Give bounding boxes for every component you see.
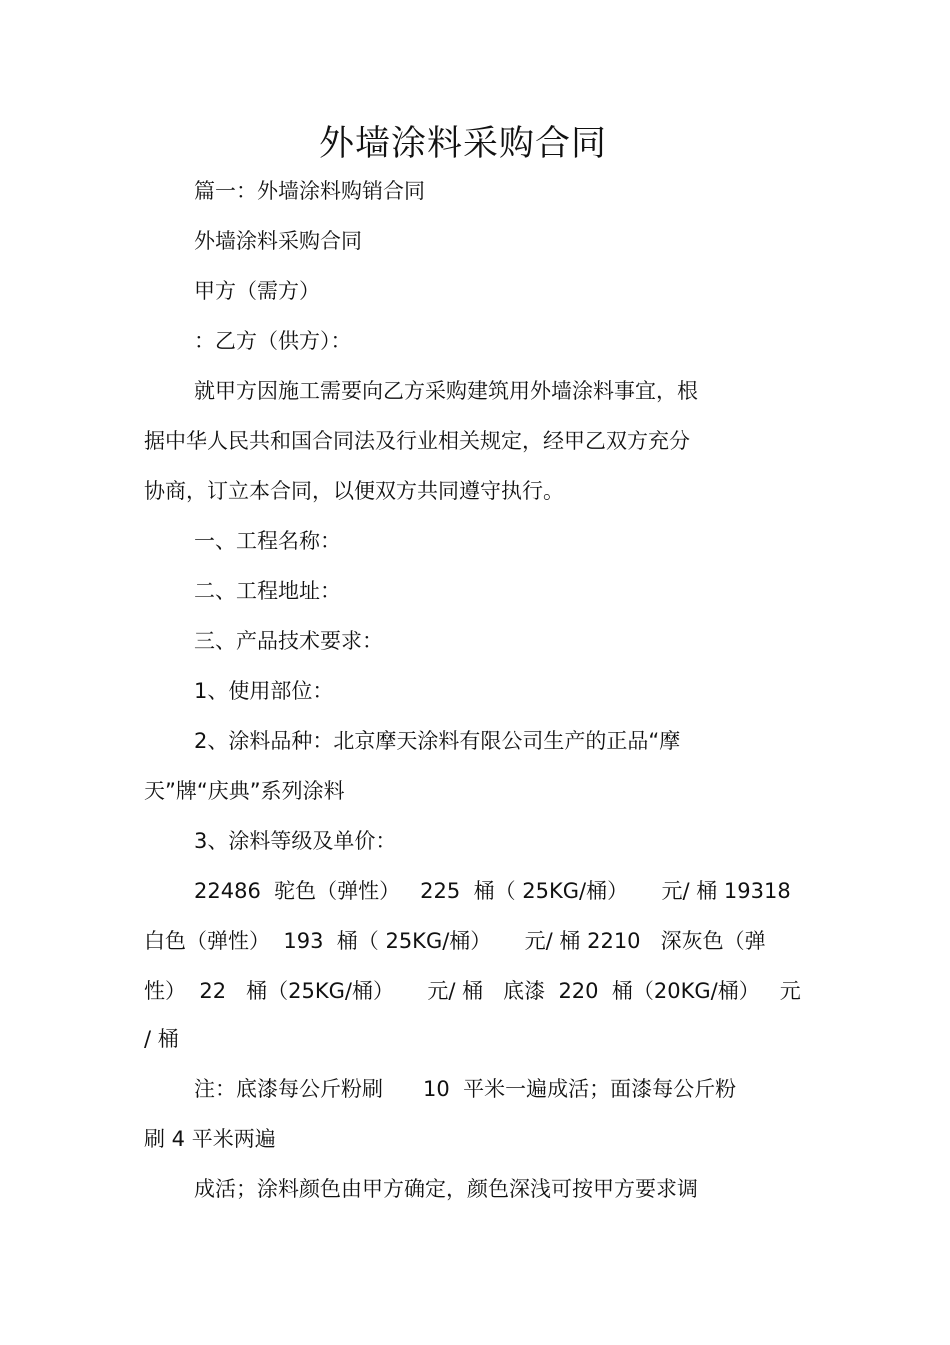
grade-price-heading: 3、涂料等级及单价： — [194, 829, 397, 853]
tech-requirements-heading: 三、产品技术要求： — [194, 629, 383, 653]
price-line-2: 白色（弹性） 193 桶（ 25KG/桶） 元/ 桶 2210 深灰色（弹 — [144, 929, 766, 953]
party-a-label: 甲方（需方） — [194, 279, 320, 303]
note-line-3: 成活；涂料颜色由甲方确定，颜色深浅可按甲方要求调 — [194, 1177, 698, 1201]
document-title: 外墙涂料采购合同 — [318, 124, 607, 164]
preamble-line-1: 就甲方因施工需要向乙方采购建筑用外墙涂料事宜，根 — [194, 379, 698, 403]
paint-variety-line-1: 2、涂料品种：北京摩天涂料有限公司生产的正品“摩 — [194, 729, 681, 753]
preamble-line-3: 协商，订立本合同，以便双方共同遵守执行。 — [144, 479, 564, 503]
price-line-1: 22486 驼色（弹性） 225 桶（ 25KG/桶） 元/ 桶 19318 — [194, 879, 791, 903]
note-line-2: 刷 4 平米两遍 — [144, 1127, 276, 1151]
usage-location-item: 1、使用部位： — [194, 679, 334, 703]
note-line-1: 注：底漆每公斤粉刷 10 平米一遍成活；面漆每公斤粉 — [194, 1077, 737, 1101]
paint-variety-line-2: 天”牌“庆典”系列涂料 — [144, 779, 345, 803]
contract-name: 外墙涂料采购合同 — [194, 229, 362, 253]
price-line-3: 性） 22 桶（25KG/桶） 元/ 桶 底漆 220 桶（20KG/桶） 元 — [144, 979, 801, 1003]
project-name-heading: 一、工程名称： — [194, 529, 341, 553]
party-b-label: ：乙方（供方）： — [194, 329, 352, 353]
project-address-heading: 二、工程地址： — [194, 579, 341, 603]
preamble-line-2: 据中华人民共和国合同法及行业相关规定，经甲乙双方充分 — [144, 429, 690, 453]
section-heading: 篇一：外墙涂料购销合同 — [194, 179, 425, 203]
price-line-4: / 桶 — [144, 1027, 179, 1051]
